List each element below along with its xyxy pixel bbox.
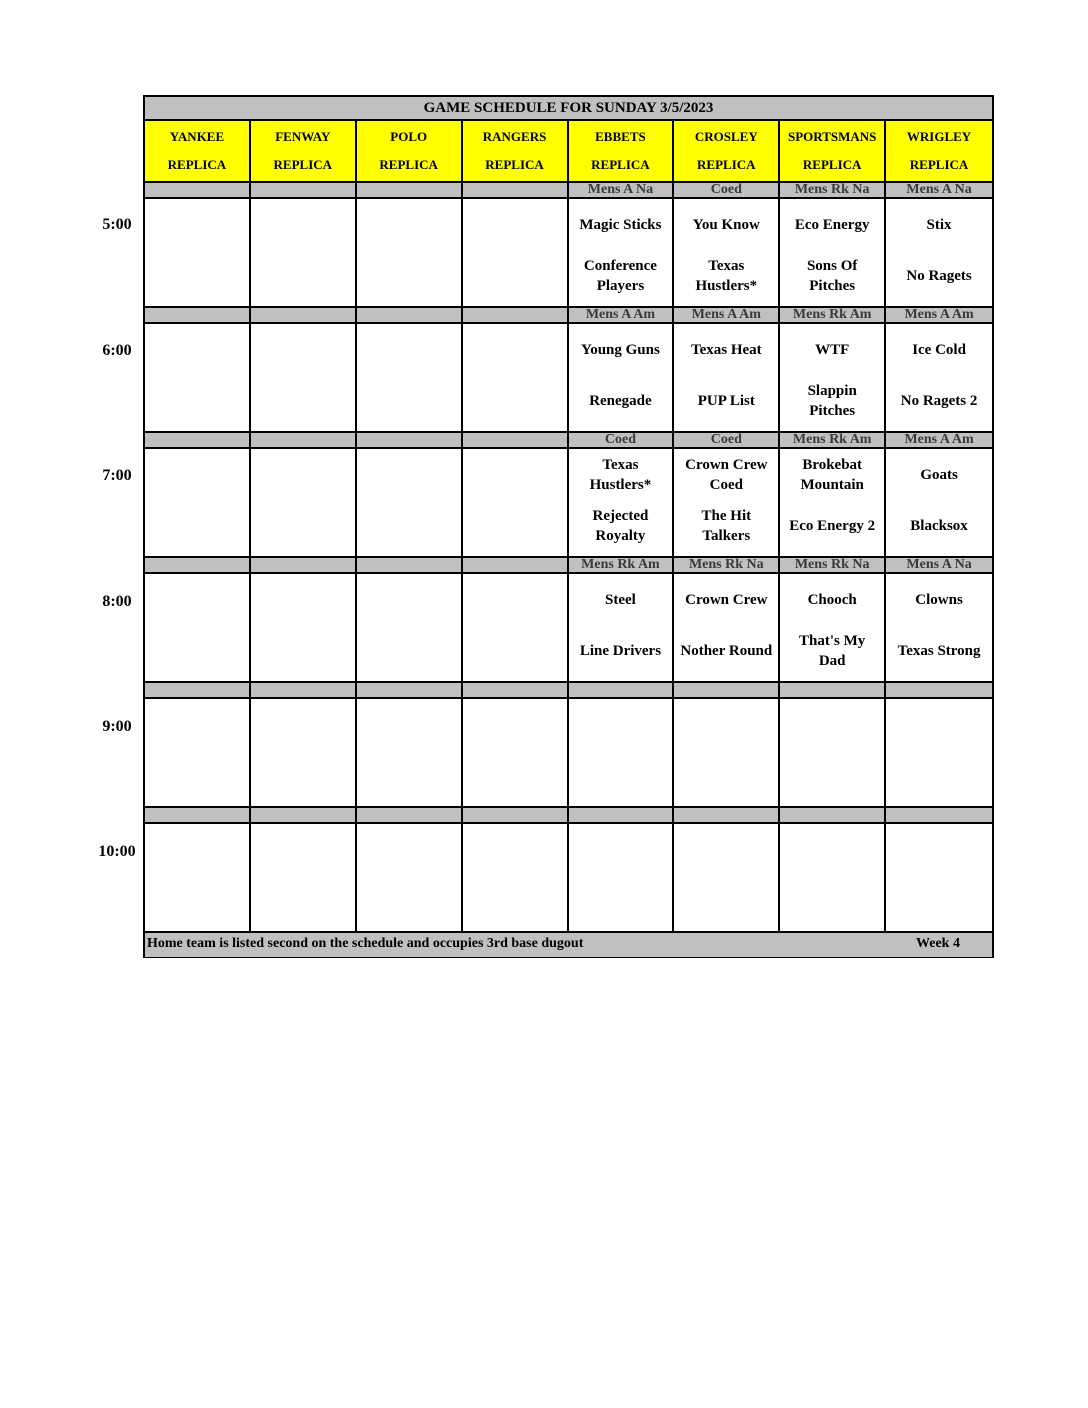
home-team: Sons Of Pitches [806,258,858,294]
away-team [674,830,778,870]
away-team [357,205,461,245]
division-label: Coed [569,433,675,449]
away-team [251,455,355,495]
game-slot [145,199,251,308]
game-slot [674,324,780,433]
game-slot [674,199,780,308]
away-team [780,830,884,870]
home-team [145,504,249,548]
away-team: Texas Hustlers* [589,457,652,493]
away-team [251,705,355,745]
field-header-fenway [251,121,357,183]
division-label [357,808,463,824]
home-team: Conference Players [583,258,657,294]
home-team: The Hit Talkers [701,508,752,544]
division-label [251,308,357,324]
field-subtitle: REPLICA [802,157,862,172]
footer-note: Home team is listed second on the schedule and occupies 3rd base dugout [147,936,584,951]
game-slot [780,824,886,933]
division-label [145,433,251,449]
away-team: WTF [815,342,850,358]
away-team [357,330,461,370]
division-label [145,183,251,199]
division-label: Coed [674,183,780,199]
home-team [674,879,778,923]
division-label [463,558,569,574]
home-team: Blacksox [910,518,968,534]
home-team [145,629,249,673]
away-team: Clowns [915,592,963,608]
game-slot [251,699,357,808]
home-team: That's My Dad [799,633,866,669]
home-team: Slappin Pitches [807,383,857,419]
home-team [357,379,461,423]
away-team [145,705,249,745]
field-subtitle: REPLICA [167,157,227,172]
division-label [145,308,251,324]
game-slot [886,699,992,808]
away-team [463,455,567,495]
home-team [357,754,461,798]
field-name: FENWAY [275,129,331,144]
game-slot [251,449,357,558]
division-label [251,558,357,574]
division-label: Mens Rk Am [569,558,675,574]
division-label [463,808,569,824]
game-slot [886,824,992,933]
field-header-sportsmans [780,121,886,183]
home-team: No Ragets [906,268,972,284]
home-team [886,879,992,923]
division-label [886,808,992,824]
away-team [463,205,567,245]
game-slot [886,199,992,308]
game-slot [886,574,992,683]
field-subtitle: REPLICA [909,157,969,172]
game-slot [569,449,675,558]
home-team [251,629,355,673]
division-label [357,433,463,449]
division-label: Mens A Am [886,308,992,324]
home-team [251,754,355,798]
away-team [463,580,567,620]
field-name: WRIGLEY [906,129,972,144]
time-label: 8:00 [102,593,132,610]
home-team [357,504,461,548]
away-team: Chooch [807,592,857,608]
division-label [886,683,992,699]
field-header-crosley [674,121,780,183]
game-slot [145,574,251,683]
away-team [886,705,992,745]
field-subtitle: REPLICA [379,157,438,172]
division-label [357,308,463,324]
division-label: Mens Rk Na [674,558,780,574]
home-team [251,879,355,923]
division-label [251,808,357,824]
home-team: Rejected Royalty [592,508,649,544]
home-team [463,254,567,298]
away-team [145,455,249,495]
away-team: Texas Heat [690,342,762,358]
division-label [357,683,463,699]
home-team [463,629,567,673]
game-slot [569,574,675,683]
game-slot [569,199,675,308]
division-label [463,308,569,324]
field-header-rangers [463,121,569,183]
game-slot [357,449,463,558]
time-label: 9:00 [102,718,132,735]
game-slot [357,574,463,683]
away-team [357,455,461,495]
field-name: POLO [390,129,428,144]
game-slot [145,824,251,933]
division-label [463,433,569,449]
week-label: Week 4 [916,936,960,951]
home-team: Texas Hustlers* [695,258,758,294]
division-label: Mens Rk Am [780,308,886,324]
game-slot [357,824,463,933]
division-label [674,683,780,699]
game-slot [886,324,992,433]
away-team: Young Guns [581,342,660,358]
game-slot [780,699,886,808]
home-team [251,504,355,548]
division-label: Mens A Na [886,558,992,574]
game-slot [674,449,780,558]
game-slot [674,824,780,933]
game-slot [463,574,569,683]
field-name: SPORTSMANS [787,129,877,144]
home-team: Texas Strong [897,643,981,659]
division-label: Mens Rk Na [780,183,886,199]
division-label: Mens Rk Na [780,558,886,574]
division-label [674,808,780,824]
away-team [569,830,673,870]
game-slot [145,699,251,808]
home-team [251,379,355,423]
division-label [145,683,251,699]
home-team: Eco Energy 2 [789,518,876,534]
game-slot [145,324,251,433]
division-label: Mens A Am [674,308,780,324]
away-team [145,330,249,370]
field-subtitle: REPLICA [591,157,650,172]
game-slot [780,324,886,433]
field-subtitle: REPLICA [485,157,544,172]
game-slot [145,449,251,558]
away-team: Steel [605,592,636,608]
division-label [145,808,251,824]
division-label [569,808,675,824]
away-team: Ice Cold [912,342,966,358]
field-header-wrigley [886,121,992,183]
division-label [357,183,463,199]
field-header-ebbets [569,121,675,183]
field-name: CROSLEY [694,129,758,144]
home-team [780,754,884,798]
game-slot [463,449,569,558]
time-label: 7:00 [102,467,132,484]
game-slot [357,199,463,308]
away-team [251,580,355,620]
field-header-polo [357,121,463,183]
home-team [463,754,567,798]
home-team [145,879,249,923]
home-team [357,879,461,923]
schedule-footer [145,933,992,957]
away-team: Crown Crew Coed [685,457,768,493]
home-team [674,754,778,798]
away-team [463,705,567,745]
division-label [145,558,251,574]
away-team [569,705,673,745]
away-team: Crown Crew [685,592,768,608]
away-team [251,330,355,370]
time-label: 6:00 [102,342,132,359]
division-label: Mens A Am [886,433,992,449]
game-slot [251,324,357,433]
time-label: 5:00 [102,216,132,233]
away-team [251,830,355,870]
game-slot [251,199,357,308]
field-header-yankee [145,121,251,183]
home-team [357,629,461,673]
game-slot [463,324,569,433]
home-team [569,754,673,798]
away-team: You Know [692,217,760,233]
game-slot [780,199,886,308]
game-slot [674,574,780,683]
away-team: Eco Energy [794,217,870,233]
division-label [569,683,675,699]
division-label: Mens A Na [569,183,675,199]
game-slot [886,449,992,558]
division-label [463,183,569,199]
division-label: Mens A Am [569,308,675,324]
home-team: Nother Round [680,643,773,659]
division-label: Coed [674,433,780,449]
game-slot [569,824,675,933]
home-team [357,254,461,298]
away-team [886,830,992,870]
home-team [886,754,992,798]
field-name: EBBETS [595,129,646,144]
home-team [569,879,673,923]
game-slot [569,324,675,433]
away-team [145,830,249,870]
home-team [145,254,249,298]
away-team: Brokebat Mountain [800,457,864,493]
division-label [780,808,886,824]
game-slot [780,574,886,683]
home-team [780,879,884,923]
time-label: 10:00 [98,843,136,860]
game-slot [463,199,569,308]
away-team [674,705,778,745]
game-slot [569,699,675,808]
schedule-table [143,95,994,958]
home-team: No Ragets 2 [900,393,978,409]
away-team [357,580,461,620]
division-label [251,683,357,699]
home-team [251,254,355,298]
home-team [145,754,249,798]
division-label [251,433,357,449]
home-team [145,379,249,423]
away-team [780,705,884,745]
division-label: Mens A Na [886,183,992,199]
game-slot [463,824,569,933]
game-slot [251,574,357,683]
away-team [145,580,249,620]
away-team [463,330,567,370]
game-slot [357,324,463,433]
division-label [463,683,569,699]
away-team [357,705,461,745]
game-slot [251,824,357,933]
game-slot [463,699,569,808]
field-name: YANKEE [169,129,225,144]
game-slot [780,449,886,558]
field-subtitle: REPLICA [697,157,756,172]
field-subtitle: REPLICA [273,157,333,172]
division-label [251,183,357,199]
away-team [145,205,249,245]
away-team: Stix [926,217,952,233]
game-slot [357,699,463,808]
away-team [463,830,567,870]
away-team: Goats [920,467,958,483]
game-slot [674,699,780,808]
home-team: PUP List [697,393,755,409]
home-team: Renegade [589,393,652,409]
home-team: Line Drivers [579,643,662,659]
home-team [463,379,567,423]
schedule-title: GAME SCHEDULE FOR SUNDAY 3/5/2023 [145,97,992,121]
division-label [357,558,463,574]
field-name: RANGERS [482,129,547,144]
away-team [357,830,461,870]
away-team [251,205,355,245]
home-team [463,504,567,548]
division-label [780,683,886,699]
away-team: Magic Sticks [579,217,662,233]
home-team [463,879,567,923]
division-label: Mens Rk Am [780,433,886,449]
